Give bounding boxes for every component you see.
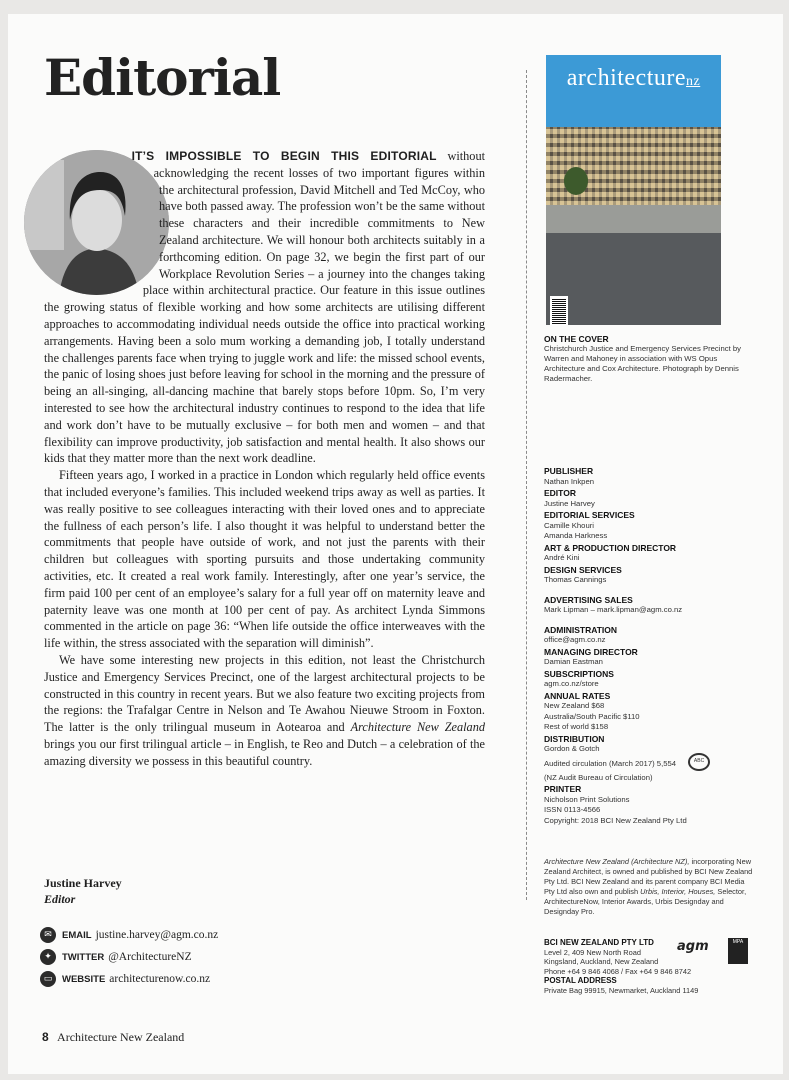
column-divider [526,70,527,900]
cover-image [546,55,721,325]
about-text [544,857,754,917]
credit-heading: ART & PRODUCTION DIRECTOR [544,542,677,553]
cover-masthead [546,65,721,92]
page-title: Editorial [44,48,281,107]
credit-value: Amanda Harkness [544,531,608,540]
page-number: 8 [42,1030,49,1044]
contact-label: TWITTER [62,951,105,963]
credit-heading: ADVERTISING SALES [544,594,633,605]
mpa-logo-icon: MPA [728,938,748,964]
cover-road [546,233,721,325]
cover-caption [544,334,749,384]
phone-line: Phone +64 9 846 4068 / Fax +64 9 846 8742 [544,966,692,976]
barcode-icon [550,296,568,325]
about-body: incorporating New Zealand Architect, is owned and published by BCI New Zealand Pty Ltd. BCI New Zealand and its parent company BCI Media Pty Ltd also own and publish [544,857,753,896]
credit-value: Mark Lipman – mark.lipman@agm.co.nz [544,605,683,614]
credit-value: Thomas Cannings [544,575,607,584]
paragraph-3-a: We have some interesting new projects in this edition, not least the Christchurch Justice and Emergency Services Precinct, one of the largest architectural projects to be constructed in this country in recent years. But we also feature two exciting projects from the regions: the Trafalgar Centre in Nelson and Te Awahou Nieuwe Stroom in Foxton. The latter is the only trilingual museum in Aotearoa and [44,652,485,735]
credit-value: Camille Khouri [544,520,594,530]
contact-label: WEBSITE [62,973,106,985]
caption-heading: ON THE COVER [544,334,609,344]
credit-heading: EDITOR [544,488,576,498]
paragraph-2: Fifteen years ago, I worked in a practice in London which regularly held office events that included everyone’s families. This included weekend trips away as well as parties. It was really positive to see colleagues interacting with their loved ones and to appreciate the fullness of each person’s life. I also thought it was helpful to understand better the commitments that people have outside of work, and not just the parents with their children but colleagues with sporting pursuits and those undertaking community activities, etc. It created a real work family. Interestingly, after one year’s service, the firm paid 100 per cent of an employee’s salary for a full year off on maternity leave and paternity leave was one month at 100 per cent of pay. As architect Lynda Simmons commented in the article on page 36: “When life outside the office interweaves with the life within, the stress associated with the separation will diminish”. [44,468,485,651]
credit-heading: EDITORIAL SERVICES [544,510,635,520]
contact-label: EMAIL [62,929,92,941]
address-line: Level 2, 409 New North Road [544,947,641,957]
credit-value: Rest of world $158 [544,722,609,731]
credit-heading: DESIGN SERVICES [544,564,622,575]
paragraph-1: without acknowledging the recent losses of two important figures within the architectural profession, David Mitchell and Ted McCoy, who have both passed away. The profession won’t be the same without these characters and their incredible commitments to New Zealand architecture. We will honour both architects suitably in a forthcoming edition. On page 32, we begin the first part of our Workplace Revolution Series – a journey into the changes taking place within architectural practice. Our feature in this issue outlines the growing status of flexible working and how some architects are utilising different approaches to accommodating individual needs outside the office into practical working arrangements. Having been a solo mum working a demanding job, I totally understand the challenges parents face when trying to juggle work and life: the missed school events, the panic of losing shoes just before leaving for school in the morning and the pressure of being an all-singing, all-dancing machine that barely stops before 10pm. So, I’m very interested to see how the architectural industry continues to respond to the idea that life and work don’t have to be mutually exclusive – for both men and women – and that flexibility can improve productivity, job satisfaction and mental health. It also shows our kids that they matter more than the next work deadline. [44,149,486,466]
contact-email[interactable] [40,924,218,946]
about-italic: Urbis, Interior, Houses, [640,887,716,896]
contact-twitter[interactable] [40,946,218,968]
postal-heading: POSTAL ADDRESS [544,976,617,985]
publication-name: Architecture New Zealand [57,1030,185,1044]
website-icon: ▭ [40,971,56,987]
credit-heading: PRINTER [544,784,582,794]
masthead-credits [544,465,749,826]
signature-role: Editor [44,892,76,906]
signature-name: Justine Harvey [44,876,122,890]
company-name: BCI NEW ZEALAND PTY LTD [544,938,654,947]
company-address [544,938,759,995]
credit-value: Nathan Inkpen [544,476,595,486]
credit-value: Justine Harvey [544,498,595,508]
page-footer [42,1030,184,1045]
contact-value[interactable]: justine.harvey@agm.co.nz [95,929,219,941]
credit-value: Nicholson Print Solutions [544,794,630,804]
credit-value: office@agm.co.nz [544,635,606,644]
address-line: Kingsland, Auckland, New Zealand [544,957,659,966]
credit-value [544,755,749,773]
lead-caps: IT’S IMPOSSIBLE TO BEGIN THIS EDITORIAL [131,149,437,163]
credit-heading: ADMINISTRATION [544,624,618,635]
credit-value: ISSN 0113-4566 [544,805,601,814]
publication-name-italic: Architecture New Zealand [350,720,486,735]
credit-heading: ANNUAL RATES [544,690,611,701]
abc-seal-icon: ABC [688,753,710,771]
paragraph-3-b: brings you our first trilingual article – in English, te Reo and Dutch – a celebration of the amazing diversity we possess in this beautiful country. [44,736,485,768]
masthead-word: architecture [566,65,687,91]
caption-text: Christchurch Justice and Emergency Services Precinct by Warren and Mahoney in association with WS Opus Architecture and Cox Architecture. Photograph by Dennis Radermacher. [544,344,741,383]
credit-heading: MANAGING DIRECTOR [544,646,638,657]
masthead-suffix: nz [686,74,701,89]
cover-tree [564,167,588,195]
postal-line: Private Bag 99915, Newmarket, Auckland 1149 [544,985,699,995]
credit-value: Gordon & Gotch [544,744,600,753]
contact-value[interactable]: @ArchitectureNZ [108,951,192,963]
agm-logo-icon: agm [677,939,709,954]
email-icon: ✉ [40,927,56,943]
about-body: Selector, ArchitectureNow, Interior Awards, Urbis Designday and Designday Pro. [544,887,747,916]
contact-list [40,924,218,990]
about-italic: Architecture New Zealand (Architecture NZ), [544,857,690,866]
credit-heading: DISTRIBUTION [544,733,605,744]
credit-value: (NZ Audit Bureau of Circulation) [544,772,653,782]
credit-heading: SUBSCRIPTIONS [544,668,614,679]
credit-heading: PUBLISHER [544,466,594,476]
contact-website[interactable] [40,968,218,990]
circulation-text: Audited circulation (March 2017) 5,554 [544,758,677,768]
credit-value: Australia/South Pacific $110 [544,711,640,721]
contact-value[interactable]: architecturenow.co.nz [109,973,211,985]
credit-value: André Kini [544,553,580,562]
credit-value: Copyright: 2018 BCI New Zealand Pty Ltd [544,815,687,825]
signature [44,875,122,907]
credit-value: Damian Eastman [544,657,603,666]
twitter-icon: ✦ [40,949,56,965]
credit-value: agm.co.nz/store [544,679,599,688]
editorial-text [44,148,485,769]
cover-wall [546,205,721,233]
credit-value: New Zealand $68 [544,701,605,710]
